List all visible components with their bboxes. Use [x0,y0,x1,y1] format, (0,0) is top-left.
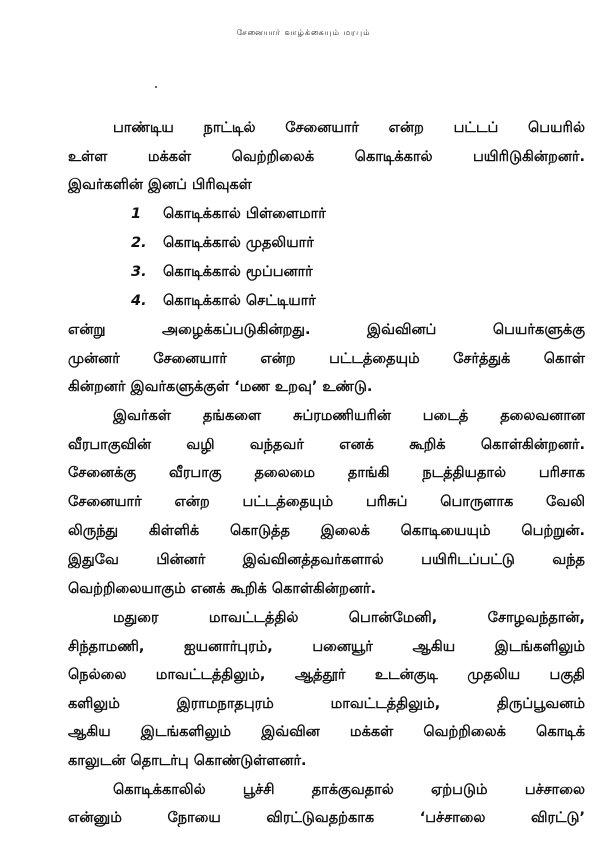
list-item-number: 4. [131,293,147,309]
list-item-text: கொடிக்கால் முதலியார் [163,235,314,251]
paragraph-line: பாண்டிய நாட்டில் சேனையார் என்ற பட்டப் பெயரில் [113,120,585,136]
scan-speck [155,86,157,88]
paragraph-line: சேனையார் என்ற பட்டத்தையும் பரிசுப் பொருளாக வேலி [68,494,585,510]
paragraph-line: என்று அழைக்கப்படுகின்றது. இவ்வினப் பெயர்களுக்கு [68,322,585,338]
paragraph-line: காலுடன் தொடர்பு கொண்டுள்ளனர். [68,753,307,769]
paragraph-line: முன்னர் சேனையார் என்ற பட்டத்தையும் சேர்த்துக் கொள் [68,351,585,367]
paragraph-line: ஆகிய இடங்களிலும் இவ்வின மக்கள் வெற்றிலைக் கொடிக் [68,724,585,740]
paragraph-line: சிந்தாமணி, ஐயனார்புரம், பனையூர் ஆகிய இடங்களிலும் [68,639,585,655]
list-item-number: 3. [131,264,147,280]
paragraph-line: நெல்லை மாவட்டத்திலும், ஆத்தூர் உடன்குடி முதலிய பகுதி [68,667,585,683]
list-item-text: கொடிக்கால் பிள்ளைமார் [163,206,326,222]
paragraph-line: கின்றனர் இவர்களுக்குள் ‘மண உறவு’ உண்டு. [68,379,373,395]
paragraph-line: உள்ள மக்கள் வெற்றிலைக் கொடிக்கால் பயிரிடுகின்றனர். [68,149,585,165]
paragraph-line: இவர்கள் தங்களை சுப்ரமணியரின் படைத் தலைவனான [113,408,585,424]
paragraph-line: சேனைக்கு வீரபாகு தலைமை தாங்கி நடத்தியதால் பரிசாக [68,465,585,481]
list-item-number: 1 [131,206,142,222]
paragraph-line: வீரபாகுவின் வழி வந்தவர் எனக் கூறிக் கொள்கின்றனர். [68,437,585,453]
paragraph-line: என்னும் நோயை விரட்டுவதற்காக ‘பச்சாலை விரட்டு’ [68,810,585,826]
page-title: சேனையார் வாழ்க்கையும் மரபும் [236,28,371,37]
paragraph-line: வெற்றிலையாகும் எனக் கூறிக் கொள்கின்றனர். [68,581,377,597]
paragraph-line: லிருந்து கிள்ளிக் கொடுத்த இலைக் கொடியையும் பெற்றுன். [68,523,585,539]
paragraph-line: மதுரை மாவட்டத்தில் பொன்மேனி, சோழவந்தான், [113,610,585,626]
paragraph-line: இவர்களின் இனப் பிரிவுகள் [68,177,252,193]
paragraph-line: களிலும் இராமநாதபுரம் மாவட்டத்திலும், திருப்பூவனம் [68,696,585,712]
paragraph-line: கொடிக்காலில் பூச்சி தாக்குவதால் ஏற்படும் பச்சாலை [113,782,585,798]
list-item-text: கொடிக்கால் செட்டியார் [163,293,316,309]
paragraph-line: இதுவே பின்னர் இவ்வினத்தவர்களால் பயிரிடப்பட்டு வந்த [68,552,585,568]
list-item-number: 2. [131,235,147,251]
list-item-text: கொடிக்கால் மூப்பனார் [163,264,313,280]
